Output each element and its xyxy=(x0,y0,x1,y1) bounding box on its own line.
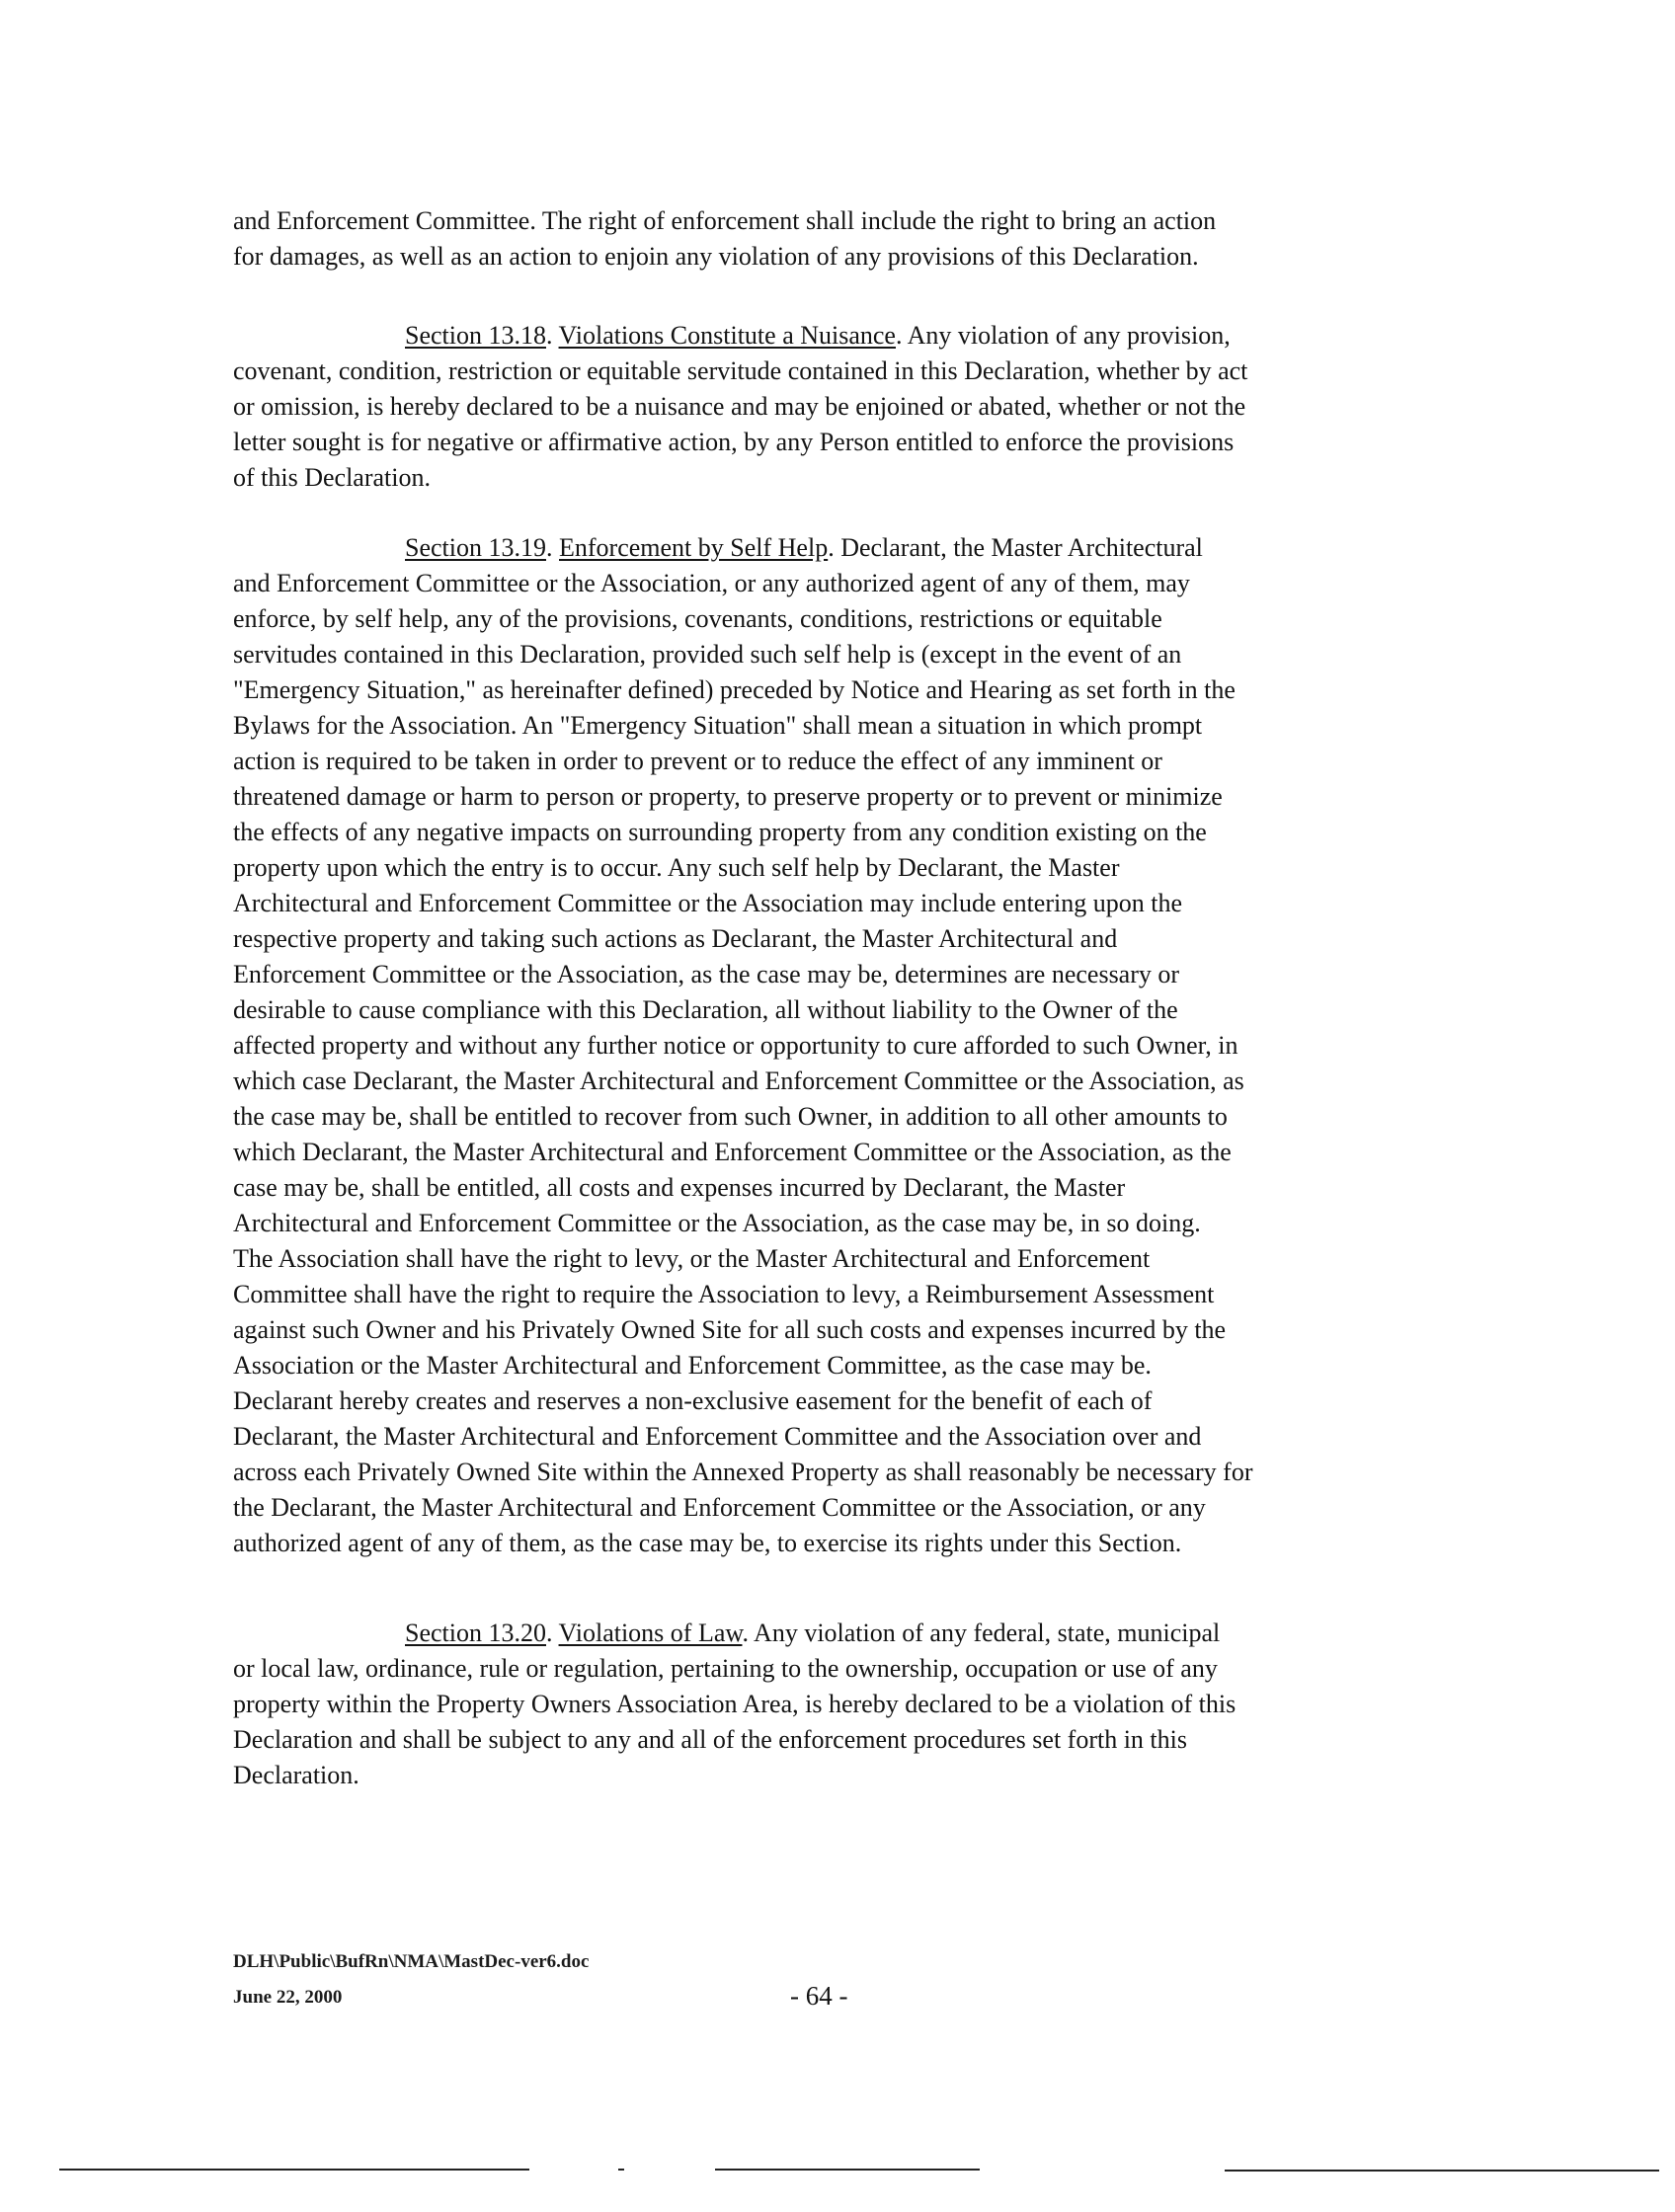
text-line: Enforcement Committee or the Association, as the case may be, determines are necessary or xyxy=(233,960,1180,988)
text-line: and Enforcement Committee. The right of enforcement shall include the right to bring an action xyxy=(233,206,1217,235)
text-line: or local law, ordinance, rule or regulation, pertaining to the ownership, occupation or use of any xyxy=(233,1654,1218,1683)
text-line: threatened damage or harm to person or property, to preserve property or to prevent or minimize xyxy=(233,782,1223,811)
text-line: which Declarant, the Master Architectural and Enforcement Committee or the Association, as the xyxy=(233,1138,1232,1166)
text-line: of this Declaration. xyxy=(233,463,431,492)
section-heading-line: Section 13.18. Violations Constitute a Nuisance. Any violation of any provision, xyxy=(405,321,1231,350)
text-line: enforce, by self help, any of the provisions, covenants, conditions, restrictions or equitable xyxy=(233,604,1162,633)
text-line: for damages, as well as an action to enjoin any violation of any provisions of this Declaration. xyxy=(233,242,1199,271)
text-line: or omission, is hereby declared to be a nuisance and may be enjoined or abated, whether or not the xyxy=(233,392,1246,421)
section-intro-text: Any violation of any provision, xyxy=(907,321,1231,350)
section-title: Violations of Law xyxy=(558,1619,743,1647)
text-line: Declaration. xyxy=(233,1761,359,1789)
text-line: which case Declarant, the Master Architectural and Enforcement Committee or the Association, as xyxy=(233,1066,1244,1095)
page-number: - 64 - xyxy=(790,1981,848,2011)
text-line: affected property and without any further notice or opportunity to cure afforded to such Owner, in xyxy=(233,1031,1238,1060)
section-title: Enforcement by Self Help xyxy=(559,533,829,562)
footer-file-path: DLH\Public\BufRn\NMA\MastDec-ver6.doc xyxy=(233,1951,590,1972)
section-intro-text: Any violation of any federal, state, municipal xyxy=(754,1619,1221,1647)
scan-artifact-line xyxy=(1225,2170,1659,2172)
text-line: and Enforcement Committee or the Association, or any authorized agent of any of them, may xyxy=(233,569,1190,597)
text-line: the case may be, shall be entitled to recover from such Owner, in addition to all other amounts to xyxy=(233,1102,1228,1131)
text-line: Bylaws for the Association. An "Emergency Situation" shall mean a situation in which prompt xyxy=(233,711,1203,740)
text-line: Declarant hereby creates and reserves a non-exclusive easement for the benefit of each of xyxy=(233,1386,1153,1415)
text-line: respective property and taking such actions as Declarant, the Master Architectural and xyxy=(233,924,1118,953)
paragraph-continuation xyxy=(233,203,1438,275)
section-heading-line: Section 13.20. Violations of Law. Any violation of any federal, state, municipal xyxy=(405,1619,1221,1647)
text-line: Architectural and Enforcement Committee or the Association may include entering upon the xyxy=(233,889,1182,917)
footer-date: June 22, 2000 xyxy=(233,1987,343,2008)
section-number: Section 13.19 xyxy=(405,533,546,562)
text-line: desirable to cause compliance with this Declaration, all without liability to the Owner of the xyxy=(233,995,1178,1024)
text-line: the Declarant, the Master Architectural and Enforcement Committee or the Association, or any xyxy=(233,1493,1206,1522)
text-line: Architectural and Enforcement Committee or the Association, as the case may be, in so doing. xyxy=(233,1209,1201,1237)
text-line: covenant, condition, restriction or equitable servitude contained in this Declaration, whether by act xyxy=(233,356,1248,385)
text-line: authorized agent of any of them, as the case may be, to exercise its rights under this Section. xyxy=(233,1529,1182,1557)
text-line: against such Owner and his Privately Owned Site for all such costs and expenses incurred by the xyxy=(233,1315,1227,1344)
text-line: The Association shall have the right to levy, or the Master Architectural and Enforcement xyxy=(233,1244,1151,1273)
scan-artifact-line xyxy=(715,2169,980,2171)
text-line: "Emergency Situation," as hereinafter defined) preceded by Notice and Hearing as set forth in the xyxy=(233,675,1236,704)
section-number: Section 13.20 xyxy=(405,1619,546,1647)
section-13-19 xyxy=(233,530,1438,1561)
text-line: Declaration and shall be subject to any and all of the enforcement procedures set forth in this xyxy=(233,1725,1187,1754)
scan-artifact-line xyxy=(618,2169,624,2171)
scan-artifact-line xyxy=(59,2169,529,2171)
text-line: Declarant, the Master Architectural and Enforcement Committee and the Association over and xyxy=(233,1422,1202,1451)
section-13-20 xyxy=(233,1616,1438,1793)
section-13-18 xyxy=(233,318,1438,496)
section-intro-text: Declarant, the Master Architectural xyxy=(840,533,1203,562)
section-heading-line: Section 13.19. Enforcement by Self Help. Declarant, the Master Architectural xyxy=(405,533,1203,562)
text-line: letter sought is for negative or affirmative action, by any Person entitled to enforce the provisions xyxy=(233,428,1235,456)
text-line: property upon which the entry is to occur. Any such self help by Declarant, the Master xyxy=(233,853,1120,882)
section-title: Violations Constitute a Nuisance xyxy=(558,321,896,350)
text-line: servitudes contained in this Declaration, provided such self help is (except in the event of an xyxy=(233,640,1182,669)
section-number: Section 13.18 xyxy=(405,321,546,350)
text-line: Committee shall have the right to require the Association to levy, a Reimbursement Assessment xyxy=(233,1280,1215,1308)
text-line: action is required to be taken in order to prevent or to reduce the effect of any imminent or xyxy=(233,747,1162,775)
text-line: Association or the Master Architectural and Enforcement Committee, as the case may be. xyxy=(233,1351,1152,1380)
text-line: the effects of any negative impacts on surrounding property from any condition existing on the xyxy=(233,818,1207,846)
text-line: case may be, shall be entitled, all costs and expenses incurred by Declarant, the Master xyxy=(233,1173,1126,1202)
text-line: across each Privately Owned Site within the Annexed Property as shall reasonably be necessary for xyxy=(233,1458,1253,1486)
text-line: property within the Property Owners Association Area, is hereby declared to be a violation of this xyxy=(233,1690,1236,1718)
